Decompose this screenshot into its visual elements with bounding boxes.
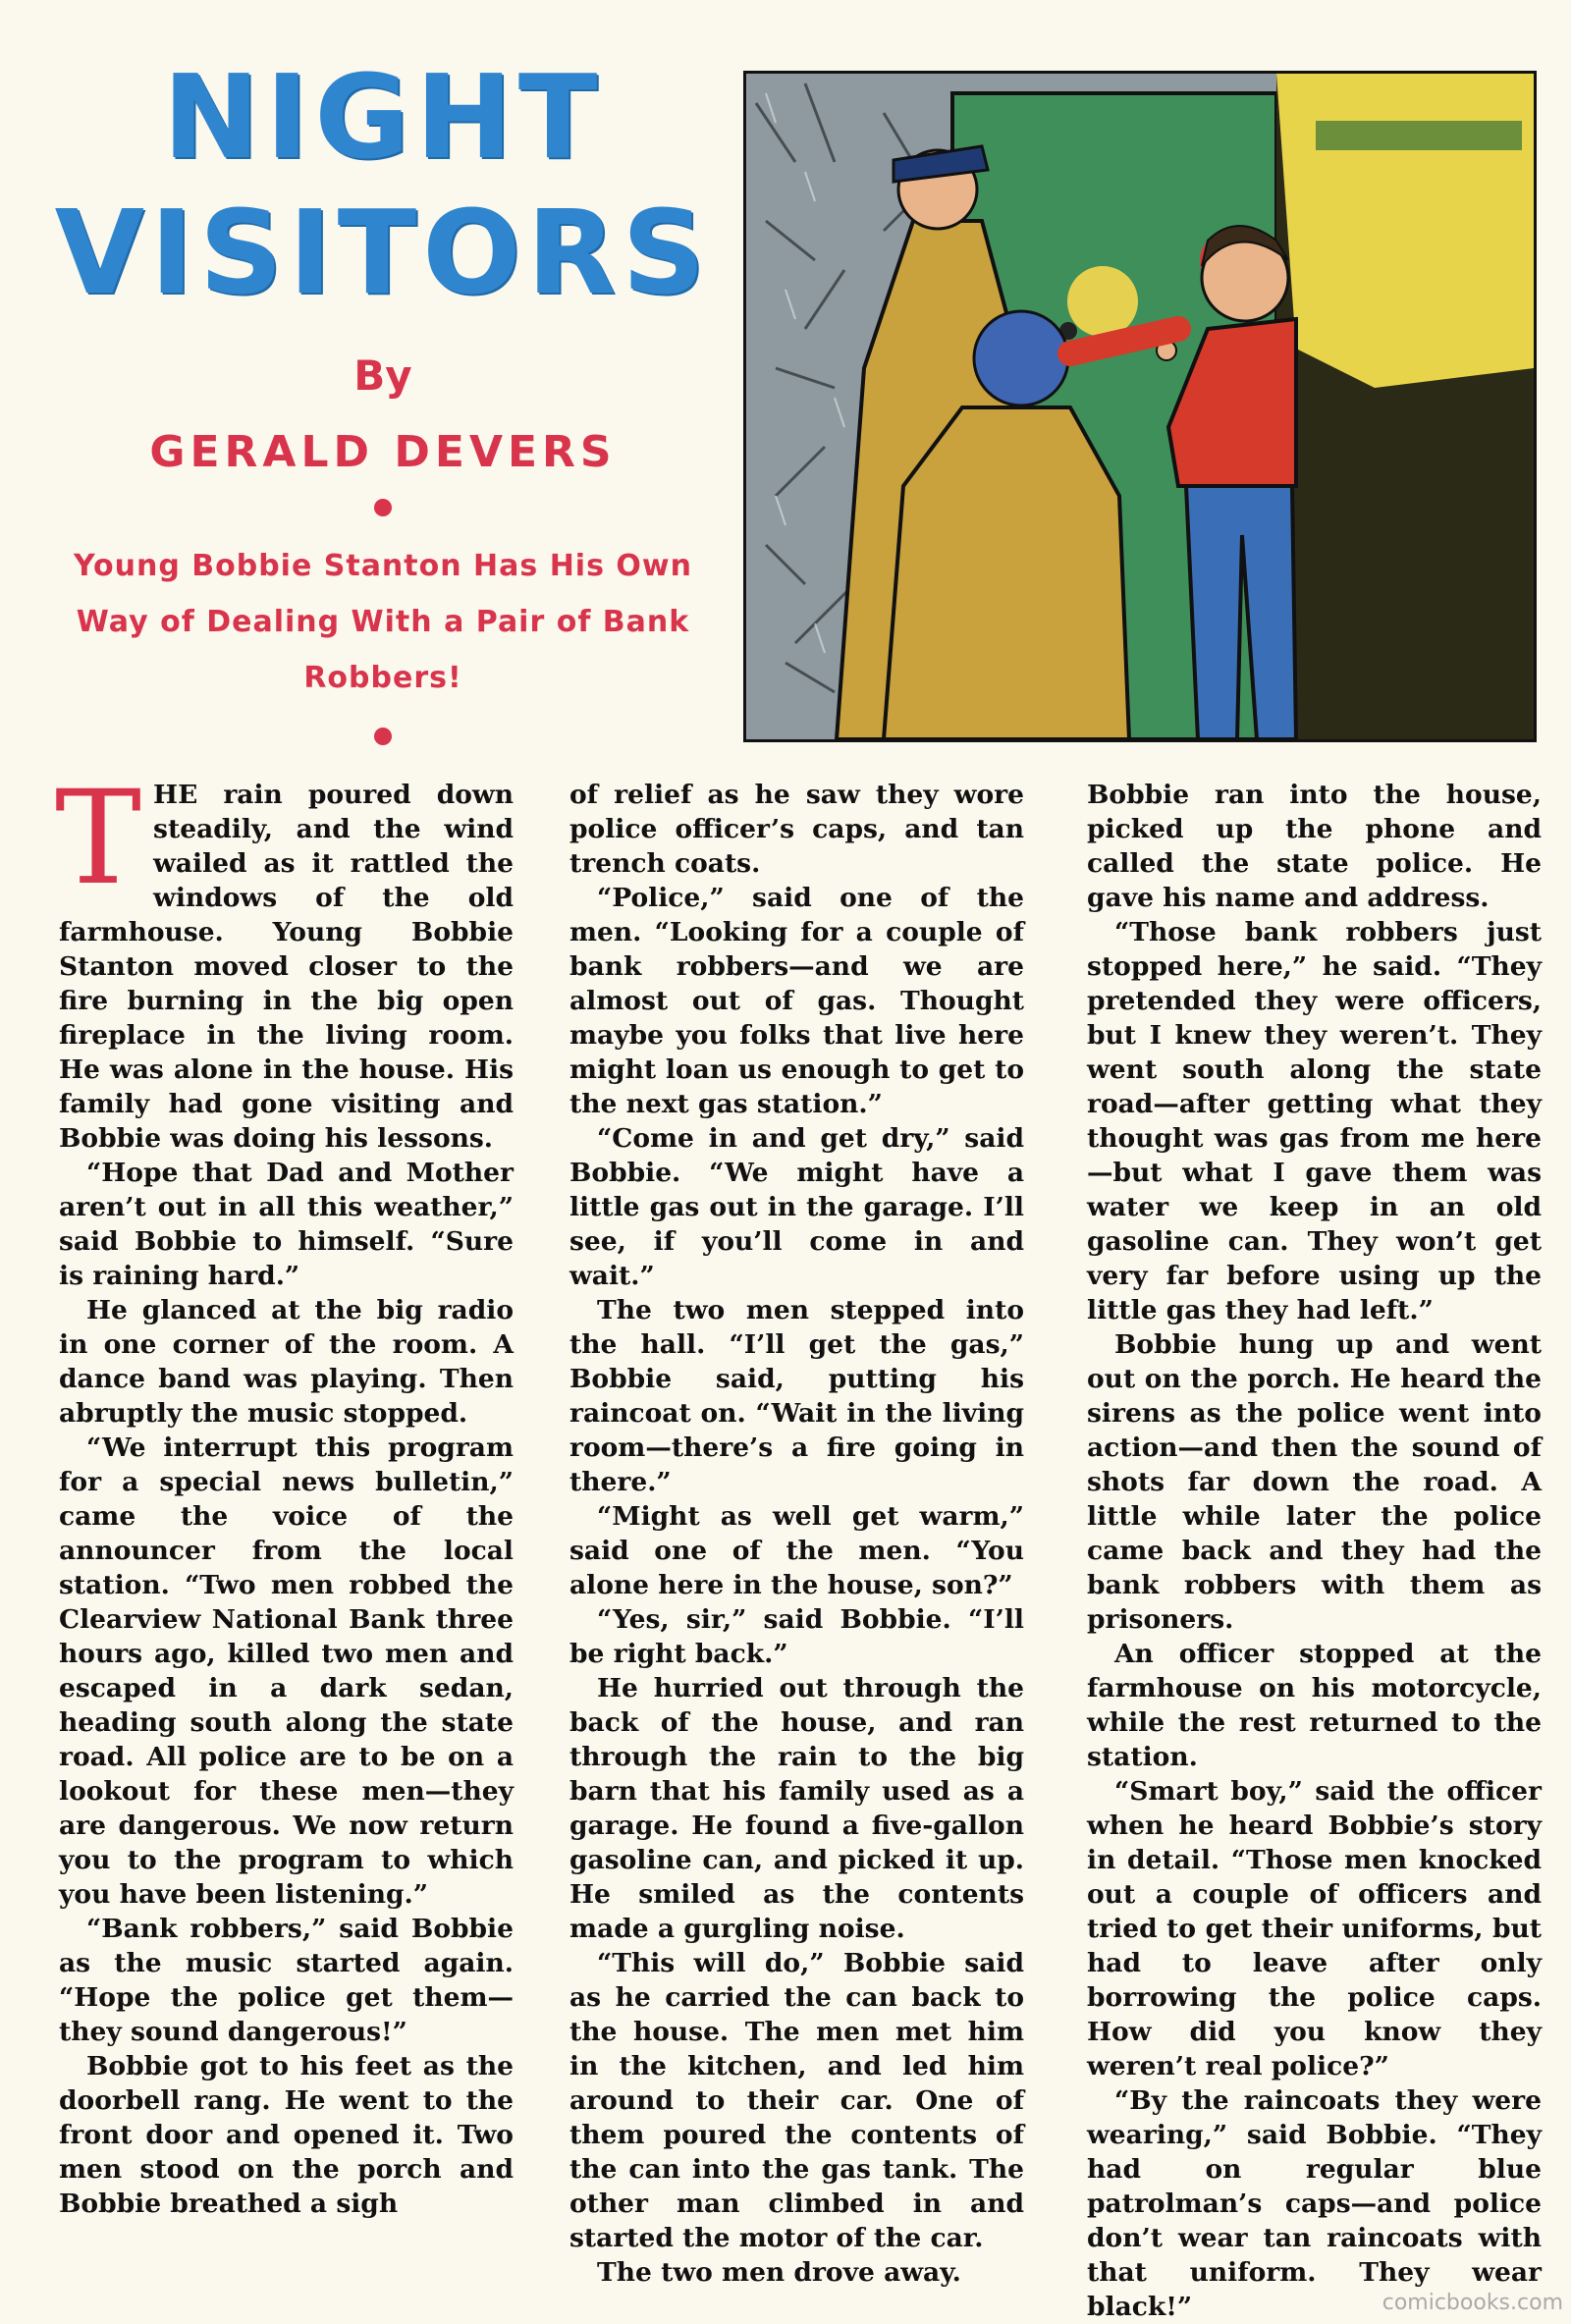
paragraph-9: “Come in and get dry,” said Bobbie. “We might have a little gas out in the garage. I’ll see, if you’ll come in and wait.”: [569, 1123, 1024, 1291]
paragraph-11: “Might as well get warm,” said one of the men. “You alone here in the house, son?”: [569, 1501, 1024, 1600]
paragraph-12: “Yes, sir,” said Bobbie. “I’ll be right back.”: [569, 1604, 1024, 1669]
paragraph-19: An officer stopped at the farmhouse on his motorcycle, while the rest returned to the station.: [1087, 1639, 1542, 1772]
paragraph-17: “Those bank robbers just stopped here,” he said. “They pretended they were officers, but I knew they weren’t. They went south along the state road—after getting what they thought was gas from me here—but what I gave them was water we keep in an old gasoline can. They won’t get very far before using up the little gas they had left.”: [1087, 917, 1542, 1325]
paragraph-15: The two men drove away.: [597, 2257, 961, 2288]
title-line-1: NIGHT: [162, 49, 604, 185]
paragraph-13: He hurried out through the back of the house, and ran through the rain to the big barn that his family used as a garage. He found a five-gallon gasoline can, and picked it up. He smiled as the contents made a gurgling noise.: [569, 1673, 1024, 1944]
bullet-dot-bottom: [374, 728, 392, 745]
paragraph-20: “Smart boy,” said the officer when he heard Bobbie’s story in detail. “Those men knocked out a couple of officers and tried to get their uniforms, but had to leave after only borrowing the police caps. How did you know they weren’t real police?”: [1087, 1776, 1542, 2081]
story-illustration: [743, 71, 1537, 742]
bullet-dot-top: [374, 499, 392, 516]
paragraph-1-text: HE rain poured down steadily, and the wind wailed as it rattled the windows of the old farmhouse. Young Bobbie Stanton moved closer to the fire burning in the big open fireplace in the living room. He was alone in the house. His family had gone visiting and Bobbie was doing his lessons.: [59, 780, 514, 1154]
title-line-2: VISITORS: [54, 185, 712, 320]
paragraph-18: Bobbie hung up and went out on the porch. He heard the sirens as the police went into action—and then the sound of shots far down the road. A little while later the police came back and they had the bank robbers with them as prisoners.: [1087, 1329, 1542, 1635]
paragraph-3: He glanced at the big radio in one corner of the room. A dance band was playing. Then abruptly the music stopped.: [59, 1295, 514, 1429]
paragraph-14: “This will do,” Bobbie said as he carried the can back to the house. The men met him in the kitchen, and led him around to their car. One of them poured the contents of the can into the gas tank. The other man climbed in and started the motor of the car.: [569, 1948, 1024, 2253]
site-watermark: comicbooks.com: [1381, 2291, 1563, 2315]
paragraph-1: [55, 763, 514, 1156]
paragraph-8: “Police,” said one of the men. “Looking for a couple of bank robbers—and we are almost out of gas. Thought maybe you folks that live here might loan us enough to get to the next gas station.”: [569, 883, 1024, 1119]
byline: By: [353, 351, 412, 400]
paragraph-2: “Hope that Dad and Mother aren’t out in all this weather,” said Bobbie to himself. “Sure is raining hard.”: [59, 1158, 514, 1291]
paragraph-4: “We interrupt this program for a special news bulletin,” came the voice of the announcer from the local station. “Two men robbed the Clearview National Bank three hours ago, killed two men and escaped in a dark sedan, heading south along the state road. All police are to be on a lookout for these men—they are dangerous. We now return you to the program to which you have been listening.”: [59, 1432, 514, 1910]
paragraph-16: Bobbie ran into the house, picked up the phone and called the state police. He gave his name and address.: [1087, 780, 1542, 913]
story-subtitle: Young Bobbie Stanton Has His Own Way of Dealing With a Pair of Bank Robbers!: [74, 549, 692, 695]
paragraph-21: “By the raincoats they were wearing,” said Bobbie. “They had on regular blue patrolman’s caps—and police don’t wear tan raincoats with that uniform. They wear black!”: [1087, 2085, 1542, 2322]
paragraph-10: The two men stepped into the hall. “I’ll get the gas,” Bobbie said, putting his raincoat on. “Wait in the living room—there’s a fire going in there.”: [569, 1295, 1024, 1497]
paragraph-6: Bobbie got to his feet as the doorbell rang. He went to the front door and opened it. Two men stood on the porch and Bobbie breathed a sigh: [59, 2051, 514, 2219]
story-column-1: [55, 763, 514, 2295]
paragraph-7: of relief as he saw they wore police officer’s caps, and tan trench coats.: [569, 780, 1024, 879]
story-column-2: [569, 778, 1024, 2295]
drop-cap: T: [55, 763, 142, 914]
author-name: GERALD DEVERS: [149, 427, 617, 477]
paragraph-5: “Bank robbers,” said Bobbie as the music started again. “Hope the police get them—they sound dangerous!”: [59, 1914, 514, 2047]
story-header: [39, 49, 727, 736]
